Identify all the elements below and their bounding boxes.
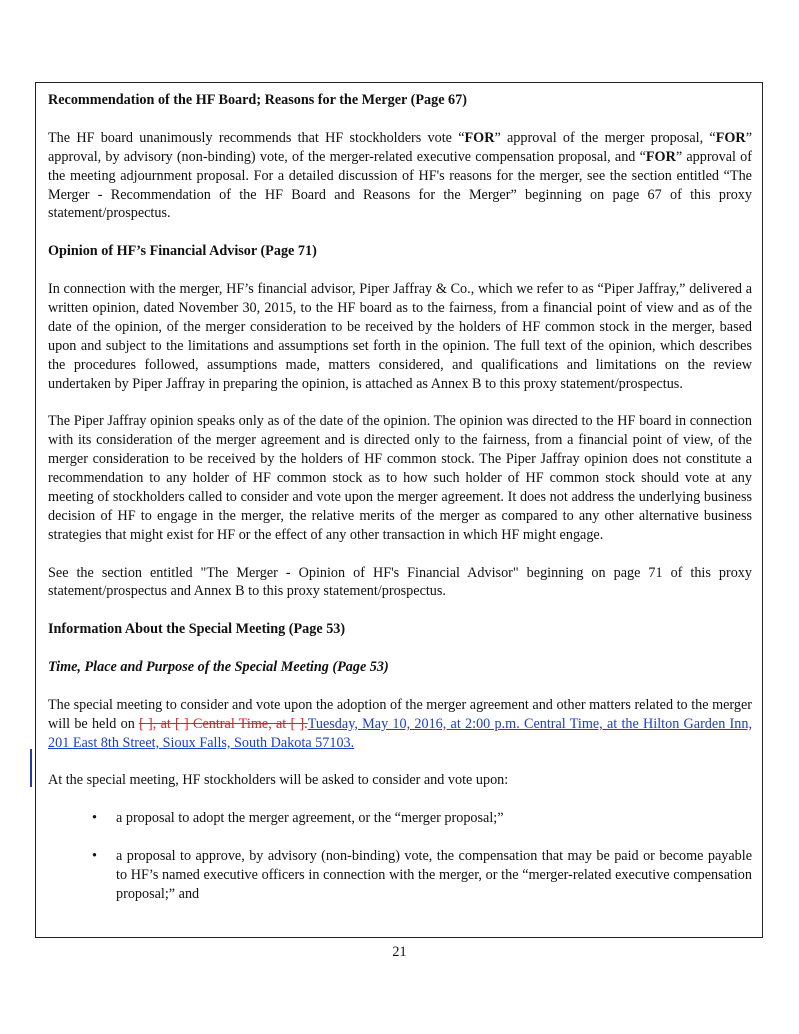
for-emphasis-3: FOR [645, 148, 676, 165]
opinion-paragraph-1: In connection with the merger, HF’s financial advisor, Piper Jaffray & Co., which we refer to as “Piper Jaffray,” delivered a written opinion, dated November 30, 2015, to the HF board as to the fairness, from a financial point of view and as of the date of the opinion, of the merger consideration to be received by the holders of HF common stock in the merger, based upon and subject to the limitations and assumptions set forth in the opinion. The full text of the opinion, which describes the procedures followed, assumptions made, matters considered, and qualifications and limitations on the review undertaken by Piper Jaffray in preparing the opinion, is attached as Annex B to this proxy statement/prospectus. [48, 281, 752, 392]
time-place-heading: Time, Place and Purpose of the Special Meeting (Page 53) [48, 659, 389, 676]
revision-change-bar [30, 749, 32, 787]
recommendation-paragraph: The HF board unanimously recommends that HF stockholders vote “FOR” approval of the merger proposal, “FOR” approval, by advisory (non-binding) vote, of the merger-related executive compensation proposal, and “FOR” approval of the meeting adjournment proposal. For a detailed discussion of HF's reasons for the merger, see the section entitled “The Merger - Recommendation of the HF Board and Reasons for the Merger” beginning on page 67 of this proxy statement/prospectus. [48, 129, 752, 222]
page-frame [35, 82, 763, 938]
deleted-text: [ ], at [ ] Central Time, at [ ]. [139, 715, 308, 732]
page-content [48, 91, 752, 923]
time-place-paragraph: The special meeting to consider and vote upon the adoption of the merger agreement and other matters related to the merger will be held on [ ], at [ ] Central Time, at [ ].Tuesday, May 10, 2016, at 2:00 p.m. Central Time, at the Hilton Garden Inn, 201 East 8th Street, Sioux Falls, South Dakota 57103. [48, 696, 752, 751]
for-emphasis-2: FOR [715, 129, 746, 146]
opinion-paragraph-3: See the section entitled "The Merger - Opinion of HF's Financial Advisor" beginning on page 71 of this proxy statement/prospectus and Annex B to this proxy statement/prospectus. [48, 564, 752, 600]
bullet-icon: • [92, 848, 97, 865]
list-item: • a proposal to approve, by advisory (non-binding) vote, the compensation that may be paid or become payable to HF’s named executive officers in connection with the merger, or the “merger-related executive compensation proposal;” and [48, 847, 752, 904]
inserted-text: Tuesday, May 10, 2016, at 2:00 p.m. Central Time, at the Hilton Garden Inn, 201 East 8th Street, Sioux Falls, South Dakota 57103. [48, 715, 752, 751]
for-emphasis-1: FOR [464, 129, 495, 146]
opinion-paragraph-2: The Piper Jaffray opinion speaks only as of the date of the opinion. The opinion was directed to the HF board in connection with its consideration of the merger agreement and is directed only to the fairness, from a financial point of view, of the merger consideration to be received by the holders of HF common stock. The Piper Jaffray opinion does not constitute a recommendation to any holder of HF common stock as to how such holder of HF common stock should vote at any meeting of stockholders called to consider and vote upon the merger agreement. It does not address the underlying business decision of HF to engage in the merger, the relative merits of the merger as compared to any other alternative business strategies that might exist for HF or the effect of any other transaction in which HF might engage. [48, 413, 752, 543]
list-item: • a proposal to adopt the merger agreement, or the “merger proposal;” [48, 809, 752, 828]
special-meeting-heading: Information About the Special Meeting (Page 53) [48, 621, 346, 638]
opinion-heading: Opinion of HF’s Financial Advisor (Page 71) [48, 243, 317, 260]
recommendation-heading: Recommendation of the HF Board; Reasons for the Merger (Page 67) [48, 92, 467, 108]
page-number: 21 [392, 944, 407, 960]
bullet-icon: • [92, 810, 97, 827]
vote-intro-paragraph: At the special meeting, HF stockholders will be asked to consider and vote upon: [48, 772, 509, 789]
